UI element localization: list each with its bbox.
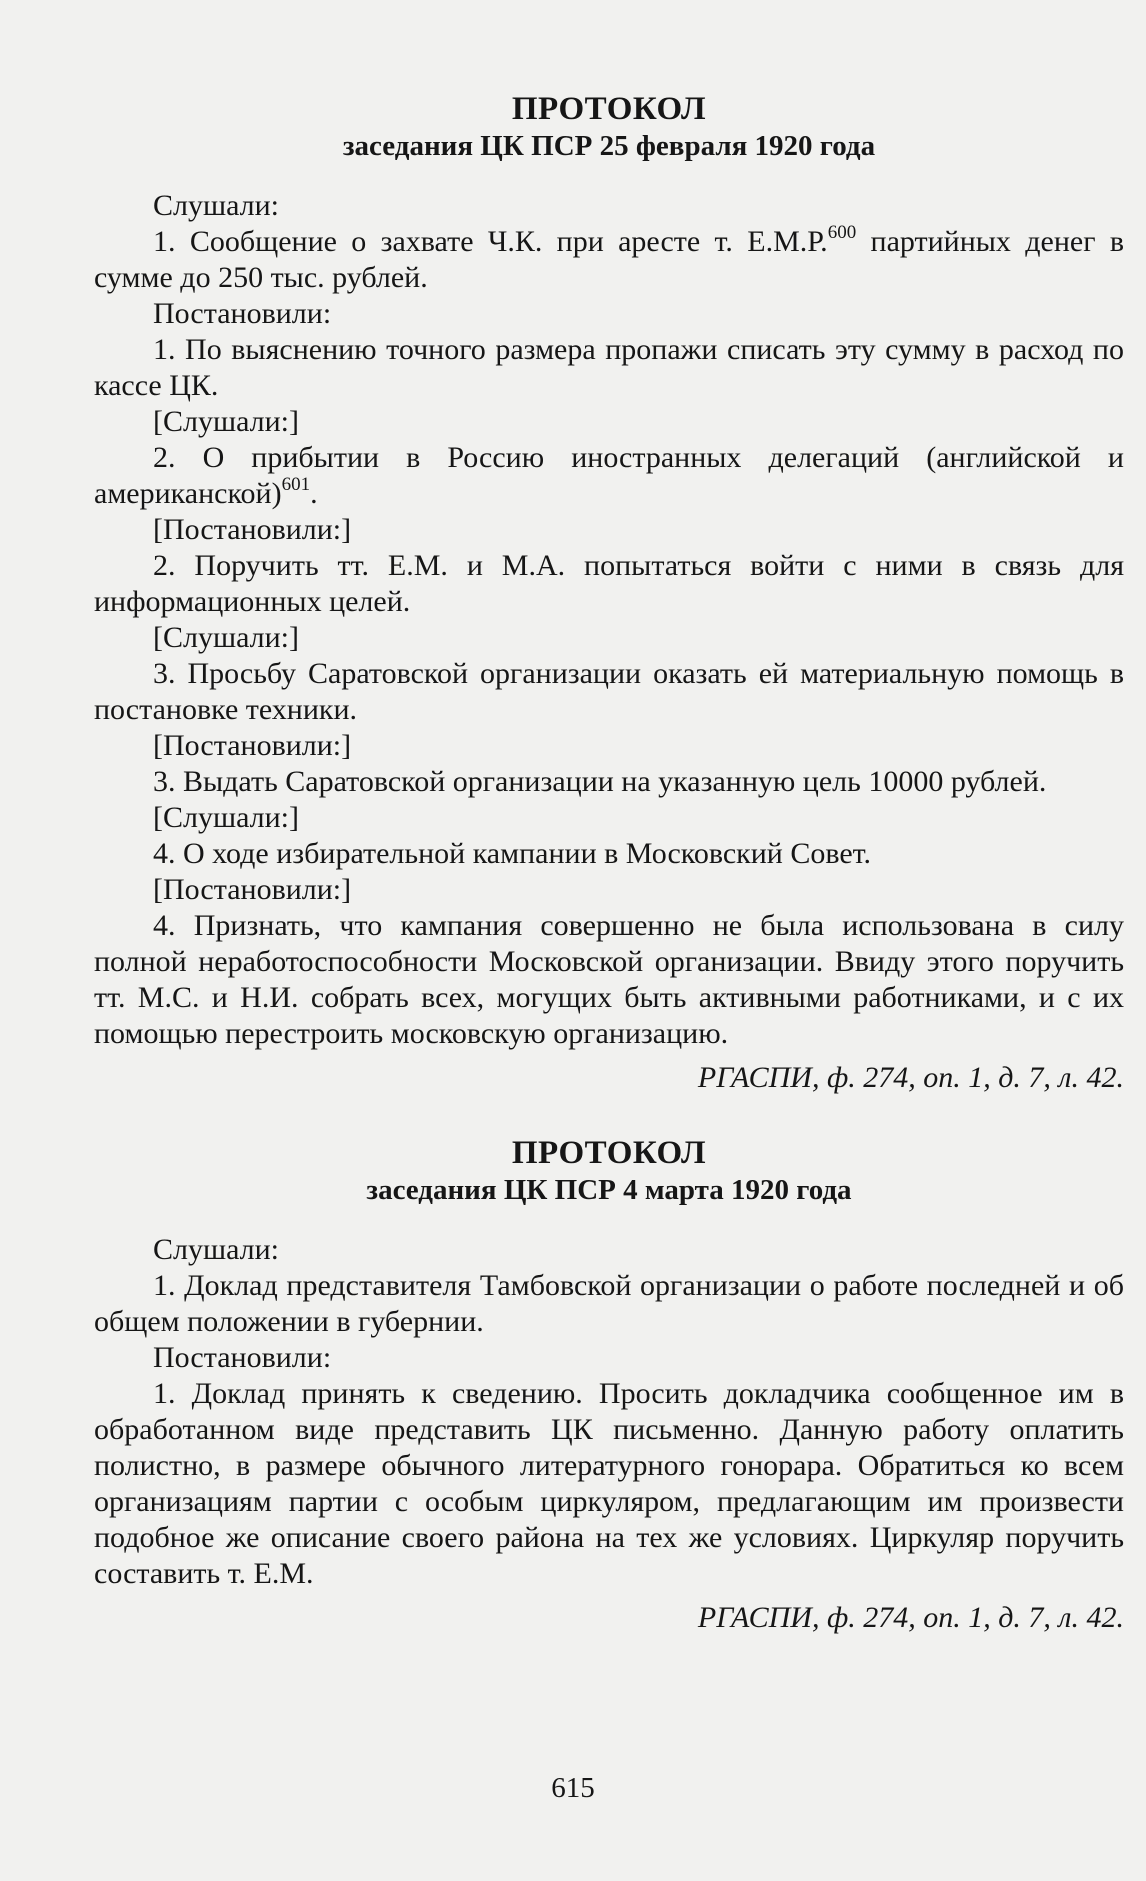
item-heard-2: 2. О прибытии в Россию иностранных делегаций (английской и американской)$^{601}$. (94, 441, 1124, 510)
decided-label: Постановили: (153, 297, 332, 330)
protocol-mar-4 (94, 1134, 1124, 1636)
item-decided-1: 1. По выяснению точного размера пропажи списать эту сумму в расход по кассе ЦК. (94, 333, 1124, 402)
page-number: 615 (551, 1772, 595, 1804)
heard-label: Слушали: (153, 1233, 280, 1266)
item-heard-3: 3. Просьбу Саратовской организации оказать ей материальную помощь в постановке техники. (94, 657, 1124, 726)
decided-label: [Постановили:] (153, 513, 352, 546)
item-heard-1: 1. Сообщение о захвате Ч.К. при аресте т. Е.М.Р.$^{600}$ партийных денег в сумме до 250 тыс. рублей. (94, 222, 1125, 294)
item-decided-3: 3. Выдать Саратовской организации на указанную цель 10000 рублей. (153, 765, 1047, 798)
protocol-title: ПРОТОКОЛ (511, 91, 707, 127)
item-heard-1: 1. Доклад представителя Тамбовской организации о работе последней и об общем положении в губернии. (94, 1269, 1124, 1338)
section-gap (94, 1096, 1124, 1134)
footnote-ref-601: 601 (281, 474, 311, 495)
protocol-subtitle: заседания ЦК ПСР 25 февраля 1920 года (342, 130, 876, 162)
item-decided-1: 1. Доклад принять к сведению. Просить докладчика сообщенное им в обработанном виде представить ЦК письменно. Данную работу оплатить полистно, в размере обычного литературного гонорара. Обратиться ко всем организациям партии с особым циркуляром, предлагающим им произвести подобное же описание своего района на тех же условиях. Циркуляр поручить составить т. Е.М. (94, 1377, 1124, 1590)
archive-source: РГАСПИ, ф. 274, оп. 1, д. 7, л. 42. (697, 1061, 1124, 1094)
protocol-feb-25 (94, 90, 1124, 1096)
protocol-title: ПРОТОКОЛ (511, 1135, 707, 1171)
heard-label: [Слушали:] (153, 621, 300, 654)
text-column (94, 90, 1124, 1636)
item-decided-2: 2. Поручить тт. Е.М. и М.А. попытаться войти с ними в связь для информационных целей. (94, 549, 1124, 618)
footnote-ref-600: 600 (827, 222, 857, 243)
decided-label: [Постановили:] (153, 873, 352, 906)
protocol-subtitle: заседания ЦК ПСР 4 марта 1920 года (366, 1174, 852, 1206)
item-decided-4: 4. Признать, что кампания совершенно не была использована в силу полной неработоспособности Московской организации. Ввиду этого поручить тт. М.С. и Н.И. собрать всех, могущих быть активными работниками, и с их помощью перестроить московскую организацию. (94, 909, 1124, 1050)
protocol-body (94, 188, 1124, 1096)
heard-label: [Слушали:] (153, 801, 300, 834)
item-heard-4: 4. О ходе избирательной кампании в Московский Совет. (153, 837, 872, 870)
protocol-body (94, 1232, 1124, 1636)
decided-label: [Постановили:] (153, 729, 352, 762)
heard-label: [Слушали:] (153, 405, 300, 438)
decided-label: Постановили: (153, 1341, 332, 1374)
archive-source: РГАСПИ, ф. 274, оп. 1, д. 7, л. 42. (697, 1601, 1124, 1634)
heard-label: Слушали: (153, 189, 280, 222)
